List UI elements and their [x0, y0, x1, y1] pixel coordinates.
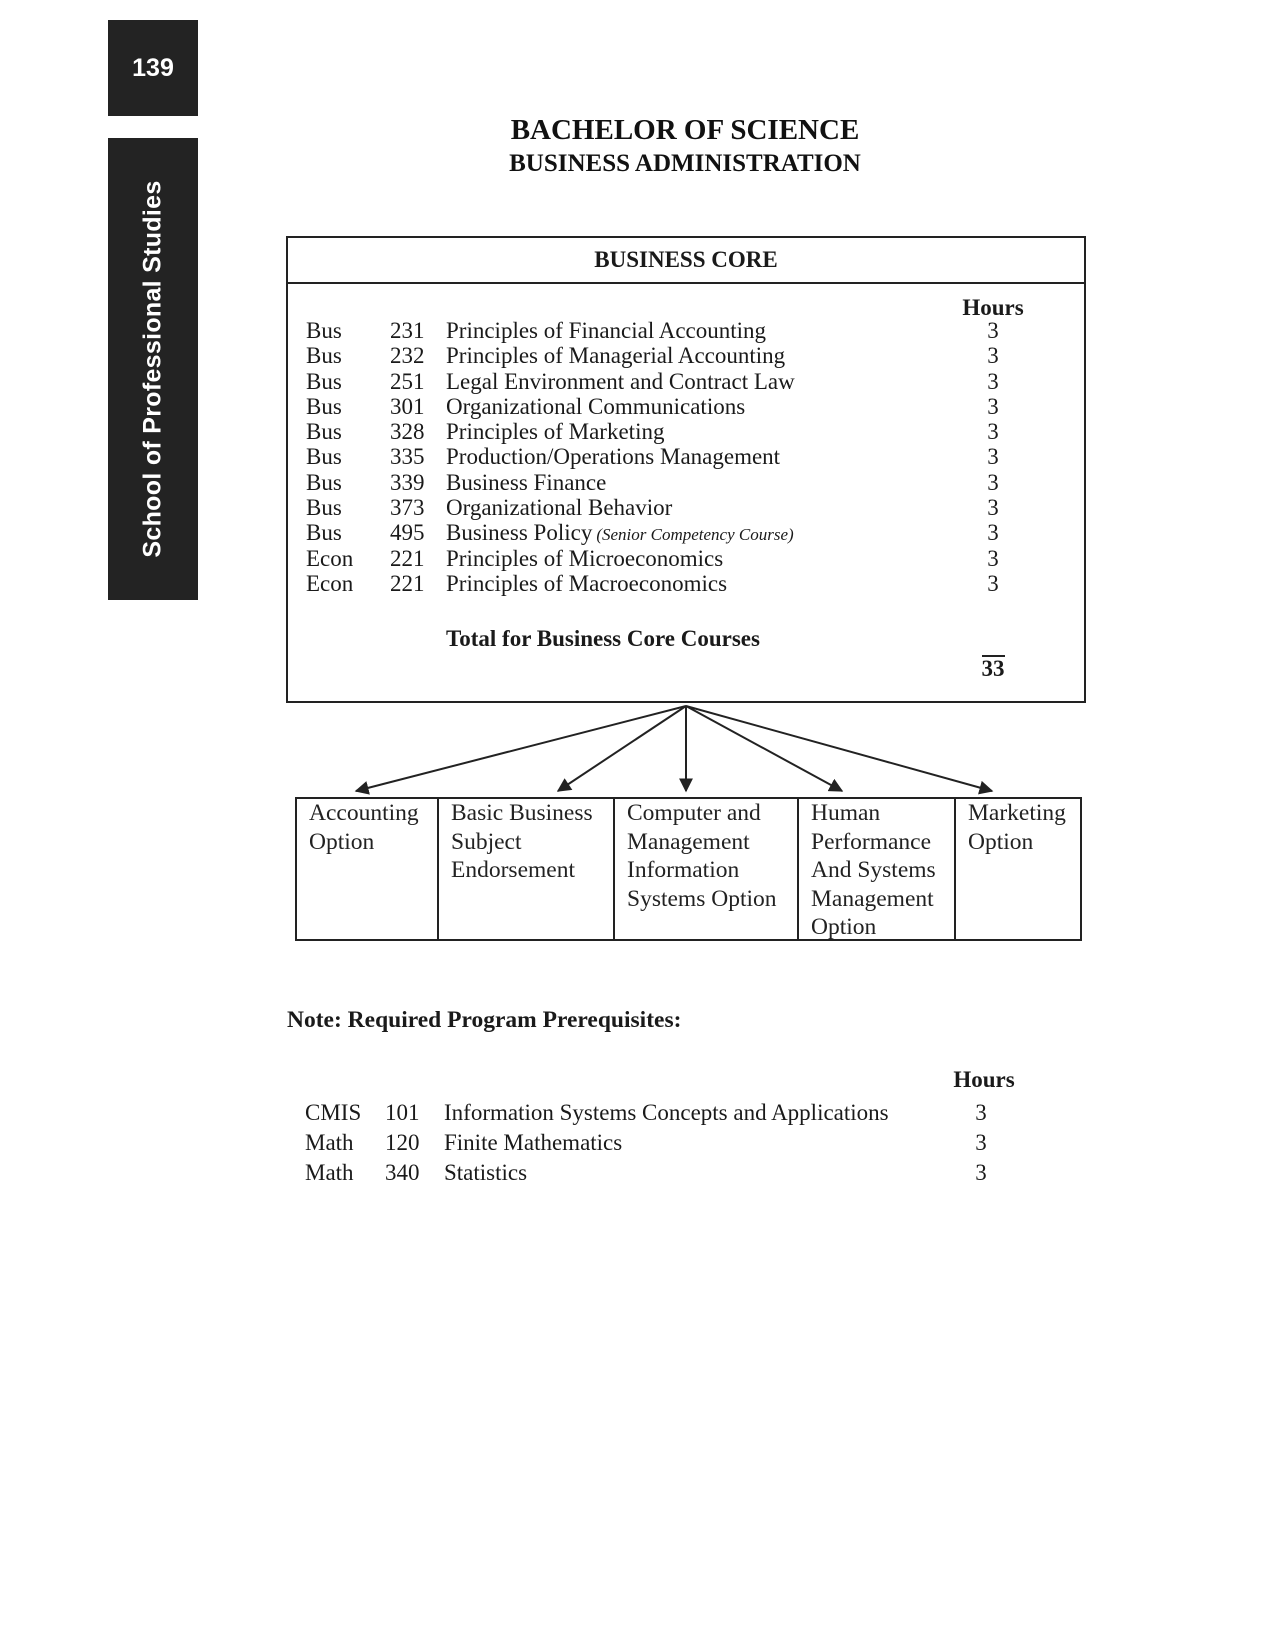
course-row [306, 369, 1046, 394]
course-dept: Bus [306, 469, 342, 495]
course-title: Principles of Microeconomics [446, 545, 724, 571]
prerequisite-number: 120 [385, 1130, 420, 1155]
course-number: 328 [390, 419, 425, 445]
course-dept: Econ [306, 570, 354, 596]
core-hours-header: Hours [962, 295, 1024, 320]
course-title-cell [446, 343, 785, 368]
arrow-to-accounting [356, 706, 686, 791]
core-course-list [306, 318, 1046, 596]
course-title-cell [446, 369, 795, 394]
course-title-cell [446, 520, 794, 547]
course-row [306, 318, 1046, 343]
prerequisite-row [305, 1128, 1045, 1158]
arrow-to-human-performance [686, 706, 842, 791]
course-row [306, 419, 1046, 444]
course-dept: Bus [306, 520, 342, 546]
course-number: 339 [390, 469, 425, 495]
course-hours: 3 [987, 343, 999, 369]
prerequisite-dept: Math [305, 1130, 354, 1155]
core-total-row [446, 624, 1046, 681]
prerequisites-hours-header: Hours [953, 1067, 1015, 1092]
page-number: 139 [132, 53, 174, 82]
course-title-cell [446, 546, 723, 571]
course-row [306, 470, 1046, 495]
course-row [306, 495, 1046, 520]
business-core-box [286, 236, 1086, 703]
course-dept: Bus [306, 318, 342, 343]
business-core-header: BUSINESS CORE [288, 238, 1084, 284]
course-hours: 3 [987, 469, 999, 495]
core-total-label: Total for Business Core Courses [446, 626, 760, 651]
course-hours: 3 [987, 520, 999, 546]
option-accounting: Accounting Option [297, 799, 439, 939]
course-number: 301 [390, 393, 425, 419]
option-marketing: Marketing Option [968, 800, 1066, 855]
course-title-cell [446, 419, 664, 444]
prerequisite-title: Statistics [444, 1160, 528, 1185]
option-basic-business: Basic Business Subject Endorsement [439, 799, 615, 939]
course-row [306, 444, 1046, 469]
course-title: Principles of Marketing [446, 419, 665, 445]
page-title: BACHELOR OF SCIENCE [510, 114, 860, 146]
course-title-cell [446, 394, 745, 419]
course-hours: 3 [987, 570, 999, 596]
course-title-cell [446, 318, 766, 343]
course-row [306, 520, 1046, 545]
course-title-cell [446, 495, 672, 520]
course-number: 251 [390, 368, 425, 394]
course-hours: 3 [987, 368, 999, 394]
course-title: Organizational Communications [446, 393, 746, 419]
prerequisite-title: Finite Mathematics [444, 1130, 623, 1155]
prerequisites-title: Note: Required Program Prerequisites: [287, 1007, 682, 1033]
prerequisite-row [305, 1158, 1045, 1188]
course-dept: Bus [306, 444, 342, 470]
course-number: 335 [390, 444, 425, 470]
prerequisite-row [305, 1098, 1045, 1128]
course-row [306, 343, 1046, 368]
prerequisite-hours: 3 [975, 1100, 987, 1125]
course-title: Principles of Financial Accounting [446, 318, 767, 343]
course-number: 495 [390, 520, 425, 546]
course-number: 231 [390, 318, 425, 343]
course-title: Legal Environment and Contract Law [446, 368, 795, 394]
course-dept: Bus [306, 419, 342, 445]
prerequisite-number: 340 [385, 1160, 420, 1185]
arrow-to-basic-business [558, 706, 686, 791]
course-number: 221 [390, 545, 425, 571]
course-title-cell [446, 571, 727, 596]
course-hours: 3 [987, 444, 999, 470]
course-dept: Bus [306, 368, 342, 394]
course-dept: Bus [306, 393, 342, 419]
course-number: 232 [390, 343, 425, 369]
page-number-tab [108, 20, 198, 116]
section-side-tab-label: School of Professional Studies [138, 180, 167, 558]
course-title: Production/Operations Management [446, 444, 781, 470]
core-total-value-cell [954, 654, 1032, 684]
prerequisite-title: Information Systems Concepts and Applications [444, 1100, 889, 1125]
section-side-tab [108, 138, 198, 600]
course-hours: 3 [987, 495, 999, 521]
prerequisite-hours: 3 [975, 1130, 987, 1155]
course-row [306, 546, 1046, 571]
course-hours: 3 [987, 393, 999, 419]
course-dept: Bus [306, 495, 342, 521]
prerequisite-dept: Math [305, 1160, 354, 1185]
course-dept: Econ [306, 545, 354, 571]
option-human-performance: Human Performance And Systems Management Option [799, 799, 956, 939]
course-hours: 3 [987, 545, 999, 571]
course-title: Business Finance [446, 469, 607, 495]
course-note: (Senior Competency Course) [596, 525, 794, 545]
course-dept: Bus [306, 343, 342, 369]
course-hours: 3 [987, 318, 999, 343]
options-table [295, 797, 1082, 941]
course-title: Principles of Managerial Accounting [446, 343, 786, 369]
option-computer-mis: Computer and Management Information Systems Option [615, 799, 799, 939]
prerequisite-list [305, 1098, 1045, 1188]
course-title-cell [446, 470, 606, 495]
course-row [306, 394, 1046, 419]
prerequisite-dept: CMIS [305, 1100, 362, 1125]
page-subtitle: BUSINESS ADMINISTRATION [509, 150, 861, 177]
course-number: 373 [390, 495, 425, 521]
prerequisite-number: 101 [385, 1100, 420, 1125]
course-title: Business Policy [446, 520, 593, 546]
course-hours: 3 [987, 419, 999, 445]
course-title: Organizational Behavior [446, 495, 673, 521]
course-title: Principles of Macroeconomics [446, 570, 728, 596]
prerequisite-hours: 3 [975, 1160, 987, 1185]
core-total-value: 33 [981, 656, 1005, 681]
course-number: 221 [390, 570, 425, 596]
arrow-to-marketing [686, 706, 992, 791]
course-row [306, 571, 1046, 596]
course-title-cell [446, 444, 780, 469]
